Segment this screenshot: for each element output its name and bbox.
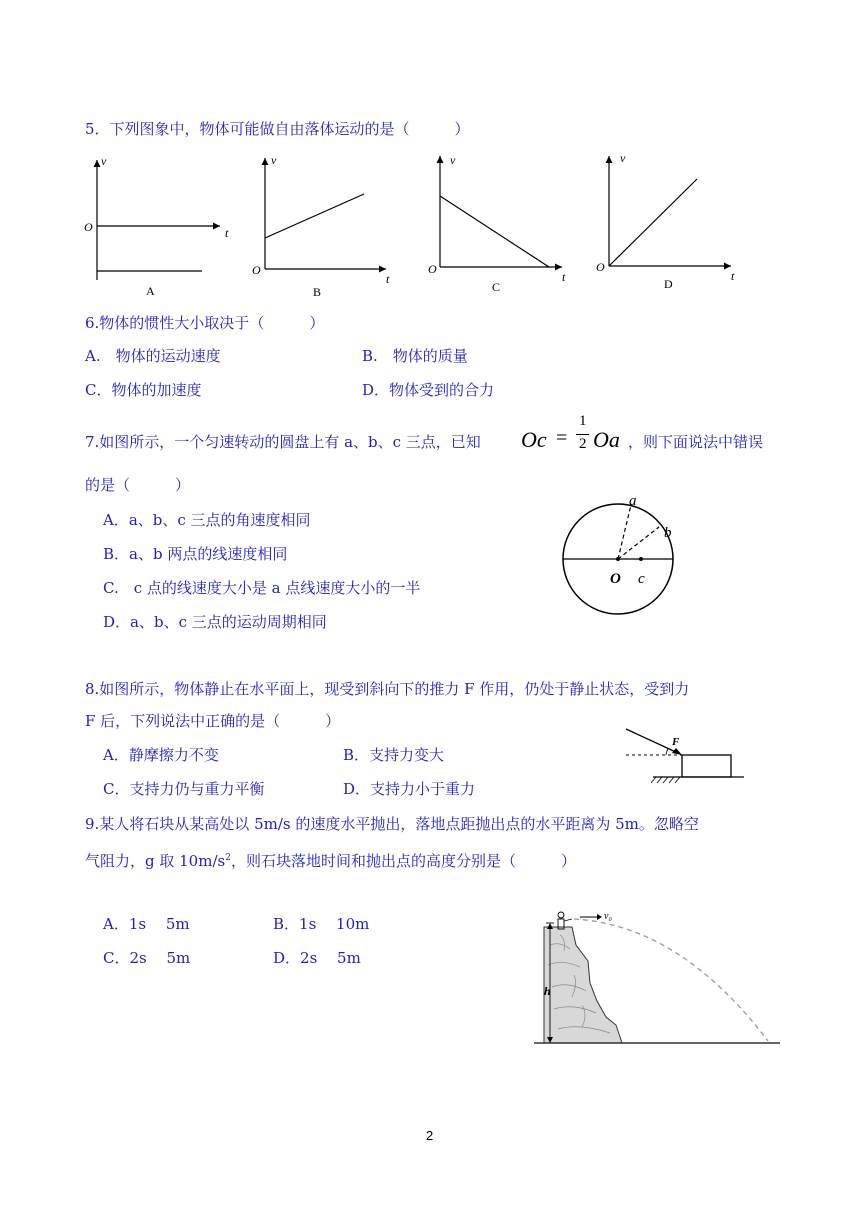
q7-fig-label-c: c (638, 571, 645, 587)
q5-graphs (80, 150, 760, 302)
q7-stem-line2: 的是（ ） (85, 476, 191, 494)
graph-d (596, 151, 735, 291)
q8-fig-label-f: F (672, 736, 680, 748)
q9-stem-line2-b: ，则石块落地时间和抛出点的高度分别是（ ） (230, 852, 576, 870)
q6-stem: 6.物体的惯性大小取决于（ ） (85, 314, 325, 332)
q6-option-d: D．物体受到的合力 (362, 381, 495, 399)
graph-a-label: A (146, 284, 155, 298)
q8-stem-line1: 8.如图所示，物体静止在水平面上，现受到斜向下的推力 F 作用，仍处于静止状态，受到力 (85, 680, 690, 698)
graph-c (428, 153, 566, 294)
q9-option-c: C．2s 5m (103, 949, 191, 967)
q7-option-d: D．a、b、c 三点的运动周期相同 (103, 613, 327, 631)
q7-option-c: C. c 点的线速度大小是 a 点线速度大小的一半 (103, 579, 421, 597)
graph-c-v-label: v (450, 153, 456, 167)
q9-fig-label-h: h (544, 984, 551, 998)
graph-a-v-label: v (101, 154, 107, 168)
q6-option-a: A. 物体的运动速度 (85, 347, 221, 365)
q5-stem: 5．下列图象中，物体可能做自由落体运动的是（ ） (85, 120, 470, 138)
graph-d-origin: O (596, 260, 605, 274)
graph-b-t-label: t (386, 272, 390, 286)
graph-d-v-label: v (620, 151, 626, 165)
page-number: 2 (426, 1128, 434, 1143)
q7-fig-label-b: b (664, 525, 672, 541)
q6-option-c: C．物体的加速度 (85, 381, 202, 399)
graph-b-label: B (313, 285, 322, 299)
q7-formula-right: Oa (593, 427, 620, 452)
q7-formula-den: 2 (579, 436, 587, 452)
graph-d-label: D (664, 277, 673, 291)
graph-b (252, 153, 390, 299)
q9-stem-line2 (85, 848, 576, 871)
q8-block-figure (620, 722, 750, 787)
q6-option-b: B. 物体的质量 (362, 347, 468, 365)
q8-option-d: D．支持力小于重力 (343, 780, 476, 798)
q7-stem: 7.如图所示，一个匀速转动的圆盘上有 a、b、c 三点，已知 (85, 433, 481, 451)
q8-option-b: B．支持力变大 (343, 746, 445, 764)
q8-option-a: A．静摩擦力不变 (103, 746, 219, 764)
q7-formula-left: Oc (521, 427, 547, 452)
graph-a-origin: O (84, 220, 93, 234)
graph-c-t-label: t (562, 270, 566, 284)
q9-cliff-figure (530, 905, 785, 1050)
q9-stem-line1: 9.某人将石块从某高处以 5m/s 的速度水平抛出，落地点距抛出点的水平距离为 5m。忽略空 (85, 815, 699, 833)
graph-a (84, 154, 229, 298)
q7-fig-label-a: a (629, 493, 637, 509)
q7-fig-label-o: O (610, 571, 621, 587)
q7-fraction-bar (576, 434, 589, 435)
q7-stem-after: ，则下面说法中错误 (628, 433, 764, 451)
q7-option-a: A．a、b、c 三点的角速度相同 (103, 511, 311, 529)
q7-formula-num: 1 (579, 413, 587, 429)
q7-disc-figure (555, 490, 725, 620)
q9-option-d: D．2s 5m (273, 949, 361, 967)
graph-d-t-label: t (731, 269, 735, 283)
q9-option-a: A．1s 5m (103, 915, 190, 933)
graph-c-label: C (492, 280, 501, 294)
q9-stem-line2-a: 气阻力，g 取 10m/s (85, 852, 226, 870)
q8-stem-line2: F 后，下列说法中正确的是（ ） (85, 712, 341, 730)
q9-fig-label-v0: v₀ (604, 911, 612, 922)
q9-stem-line2-sup: 2 (225, 853, 231, 863)
graph-b-origin: O (252, 263, 261, 277)
graph-c-origin: O (428, 262, 437, 276)
q7-option-b: B．a、b 两点的线速度相同 (103, 545, 288, 563)
q7-formula-eq: = (556, 427, 568, 449)
graph-a-t-label: t (225, 226, 229, 240)
q9-option-b: B．1s 10m (273, 915, 370, 933)
q8-option-c: C．支持力仍与重力平衡 (103, 780, 265, 798)
graph-b-v-label: v (271, 153, 277, 167)
